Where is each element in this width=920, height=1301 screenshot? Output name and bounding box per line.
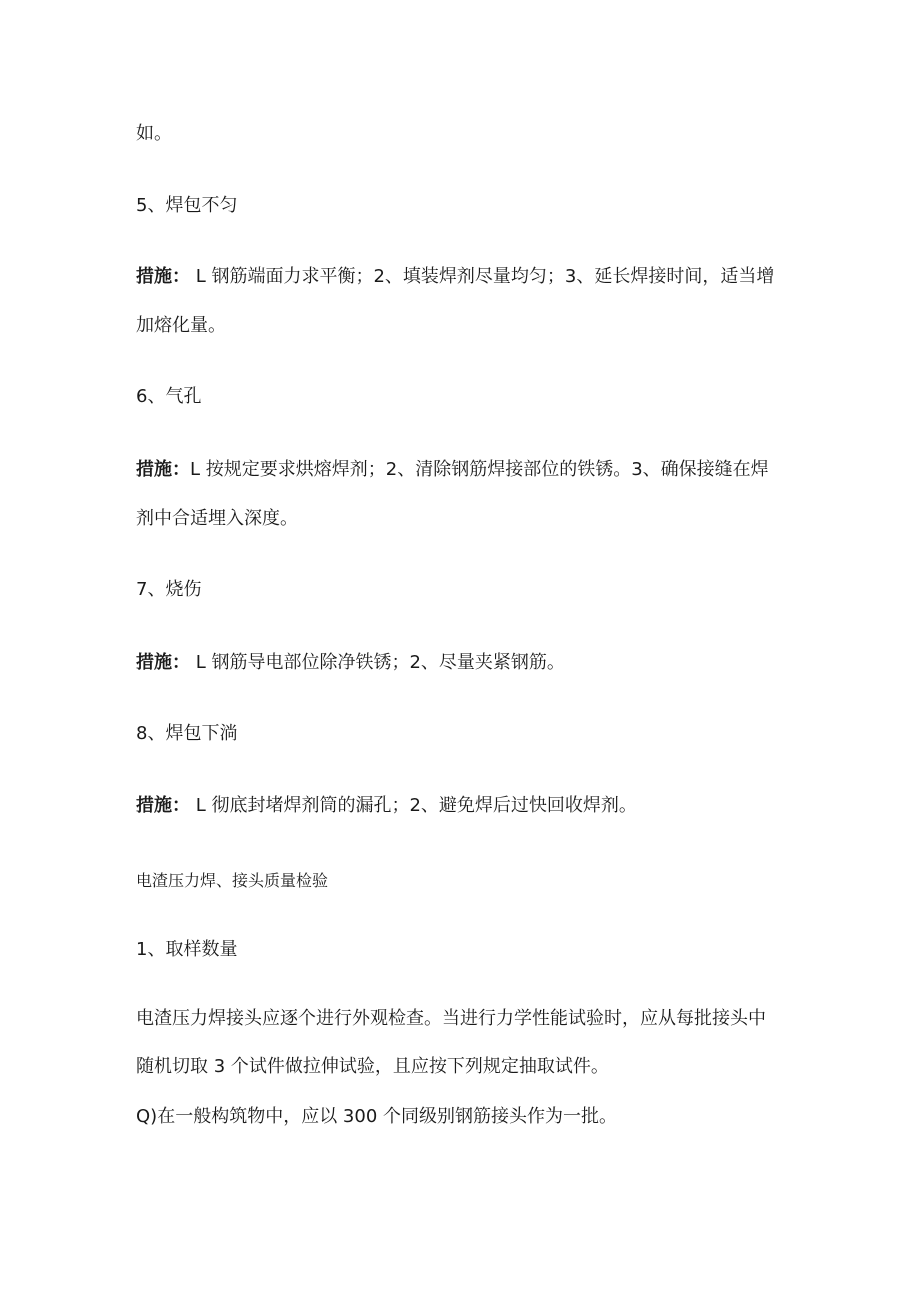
measure-8-line xyxy=(136,794,637,818)
measure-text: L 钢筋导电部位除净铁锈；2、尽量夹紧钢筋。 xyxy=(190,652,565,673)
measure-5-line-1 xyxy=(136,265,774,289)
measure-6-line-1 xyxy=(136,458,769,482)
measure-text: L 按规定要求烘熔焊剂；2、清除钢筋焊接部位的铁锈。3、确保接缝在焊 xyxy=(190,459,769,480)
measure-7-line xyxy=(136,651,565,675)
measure-label: 措施： xyxy=(136,795,190,816)
heading-uneven-weld-bulge: 5、焊包不匀 xyxy=(136,195,238,216)
heading-burn: 7、烧伤 xyxy=(136,579,202,600)
measure-text: L 彻底封堵焊剂筒的漏孔；2、避免焊后过快回收焊剂。 xyxy=(190,795,637,816)
section-title: 电渣压力焊、接头质量检验 xyxy=(136,871,329,890)
measure-label: 措施： xyxy=(136,459,190,480)
paragraph-1-line-1: 电渣压力焊接头应逐个进行外观检查。当进行力学性能试验时，应从每批接头中 xyxy=(136,1008,766,1029)
paragraph-1-line-2: 随机切取 3 个试件做拉伸试验，且应按下列规定抽取试件。 xyxy=(136,1056,609,1077)
paragraph-2: Q)在一般构筑物中，应以 300 个同级别钢筋接头作为一批。 xyxy=(136,1106,617,1127)
measure-text: L 钢筋端面力求平衡；2、填装焊剂尽量均匀；3、延长焊接时间，适当增 xyxy=(190,266,775,287)
measure-label: 措施： xyxy=(136,652,190,673)
heading-porosity: 6、气孔 xyxy=(136,386,202,407)
heading-weld-sagging: 8、焊包下淌 xyxy=(136,723,238,744)
text-line-continuation: 如。 xyxy=(136,123,172,144)
heading-sample-quantity: 1、取样数量 xyxy=(136,939,238,960)
measure-5-line-2: 加熔化量。 xyxy=(136,315,226,336)
measure-label: 措施： xyxy=(136,266,190,287)
measure-6-line-2: 剂中合适埋入深度。 xyxy=(136,508,298,529)
